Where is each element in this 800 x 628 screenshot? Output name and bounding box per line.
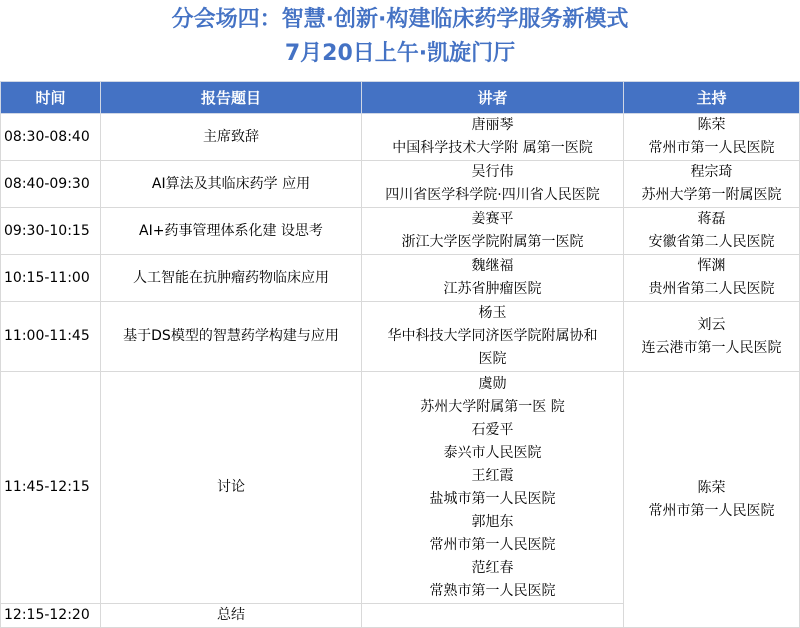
speaker-cell (362, 255, 624, 302)
page-subtitle: 7月20日上午·凯旋门厅 (284, 41, 516, 66)
host-affiliation: 连云港市第一人民医院 (641, 339, 782, 356)
topic-cell: AI算法及其临床药学 应用 (101, 161, 362, 208)
speaker-affiliation: 常州市第一人民医院 (429, 536, 556, 553)
time-cell: 10:15-11:00 (1, 255, 101, 302)
speaker-name: 范红春 (471, 559, 514, 576)
host-cell (624, 302, 800, 372)
host-cell (624, 114, 800, 161)
speaker-affiliation: 泰兴市人民医院 (443, 444, 542, 461)
speaker-affiliation: 浙江大学医学院附属第一医院 (401, 234, 584, 250)
speaker-cell (362, 114, 624, 161)
time-cell: 11:00-11:45 (1, 302, 101, 372)
host-name: 陈荣 (697, 117, 726, 133)
speaker-name: 石爱平 (471, 421, 514, 438)
host-name: 刘云 (697, 316, 726, 333)
speaker-affiliation: 江苏省肿瘤医院 (443, 281, 542, 297)
speaker-name: 姜赛平 (471, 211, 514, 227)
host-cell (624, 255, 800, 302)
host-affiliation: 常州市第一人民医院 (648, 502, 775, 519)
speaker-affiliation: 华中科技大学同济医学院附属协和 (387, 328, 598, 344)
table-row (1, 208, 800, 255)
topic-cell: 基于DS模型的智慧药学构建与应用 (101, 302, 362, 372)
speaker-affiliation: 常熟市第一人民医院 (429, 582, 556, 599)
time-cell: 08:30-08:40 (1, 114, 101, 161)
host-affiliation: 常州市第一人民医院 (648, 140, 775, 156)
column-header-speaker: 讲者 (362, 82, 624, 114)
topic-cell: 人工智能在抗肿瘤药物临床应用 (101, 255, 362, 302)
host-name: 陈荣 (697, 479, 726, 496)
speaker-cell (362, 161, 624, 208)
column-header-time: 时间 (1, 82, 101, 114)
speaker-affiliation: 医院 (478, 351, 507, 367)
time-cell: 12:15-12:20 (1, 604, 101, 628)
speaker-name: 虞勋 (478, 375, 507, 392)
speaker-affiliation: 中国科学技术大学附 属第一医院 (392, 140, 593, 156)
speaker-name: 魏继福 (471, 258, 514, 274)
host-name: 蒋磊 (697, 211, 726, 227)
speaker-cell (362, 372, 624, 604)
host-affiliation: 安徽省第二人民医院 (648, 234, 775, 250)
host-name: 程宗琦 (690, 164, 733, 180)
table-row (1, 302, 800, 372)
speaker-name: 唐丽琴 (471, 117, 514, 133)
topic-cell: 讨论 (101, 372, 362, 604)
table-header-row (1, 82, 800, 114)
speaker-name: 吴行伟 (471, 164, 514, 180)
host-name: 恽渊 (697, 258, 726, 274)
topic-cell: 主席致辞 (101, 114, 362, 161)
host-cell (624, 161, 800, 208)
speaker-name: 王红霞 (471, 467, 514, 484)
speaker-cell (362, 302, 624, 372)
table-row (1, 161, 800, 208)
topic-cell: AI+药事管理体系化建 设思考 (101, 208, 362, 255)
speaker-affiliation: 盐城市第一人民医院 (429, 490, 556, 507)
header (0, 0, 800, 81)
column-header-topic: 报告题目 (101, 82, 362, 114)
topic-cell: 总结 (101, 604, 362, 628)
host-cell (624, 372, 800, 628)
page-title: 分会场四：智慧·创新·构建临床药学服务新模式 (171, 7, 629, 32)
host-affiliation: 贵州省第二人民医院 (648, 281, 775, 297)
time-cell: 11:45-12:15 (1, 372, 101, 604)
host-affiliation: 苏州大学第一附属医院 (641, 187, 782, 203)
speaker-affiliation: 苏州大学附属第一医 院 (420, 398, 565, 415)
schedule-table (0, 81, 800, 628)
host-cell (624, 208, 800, 255)
time-cell: 08:40-09:30 (1, 161, 101, 208)
table-row (1, 255, 800, 302)
time-cell: 09:30-10:15 (1, 208, 101, 255)
table-row (1, 372, 800, 604)
speaker-cell (362, 208, 624, 255)
speaker-name: 郭旭东 (471, 513, 514, 530)
speaker-name: 杨玉 (478, 305, 507, 321)
table-row (1, 114, 800, 161)
speaker-affiliation: 四川省医学科学院·四川省人民医院 (385, 187, 600, 203)
column-header-host: 主持 (624, 82, 800, 114)
speaker-cell (362, 604, 624, 628)
